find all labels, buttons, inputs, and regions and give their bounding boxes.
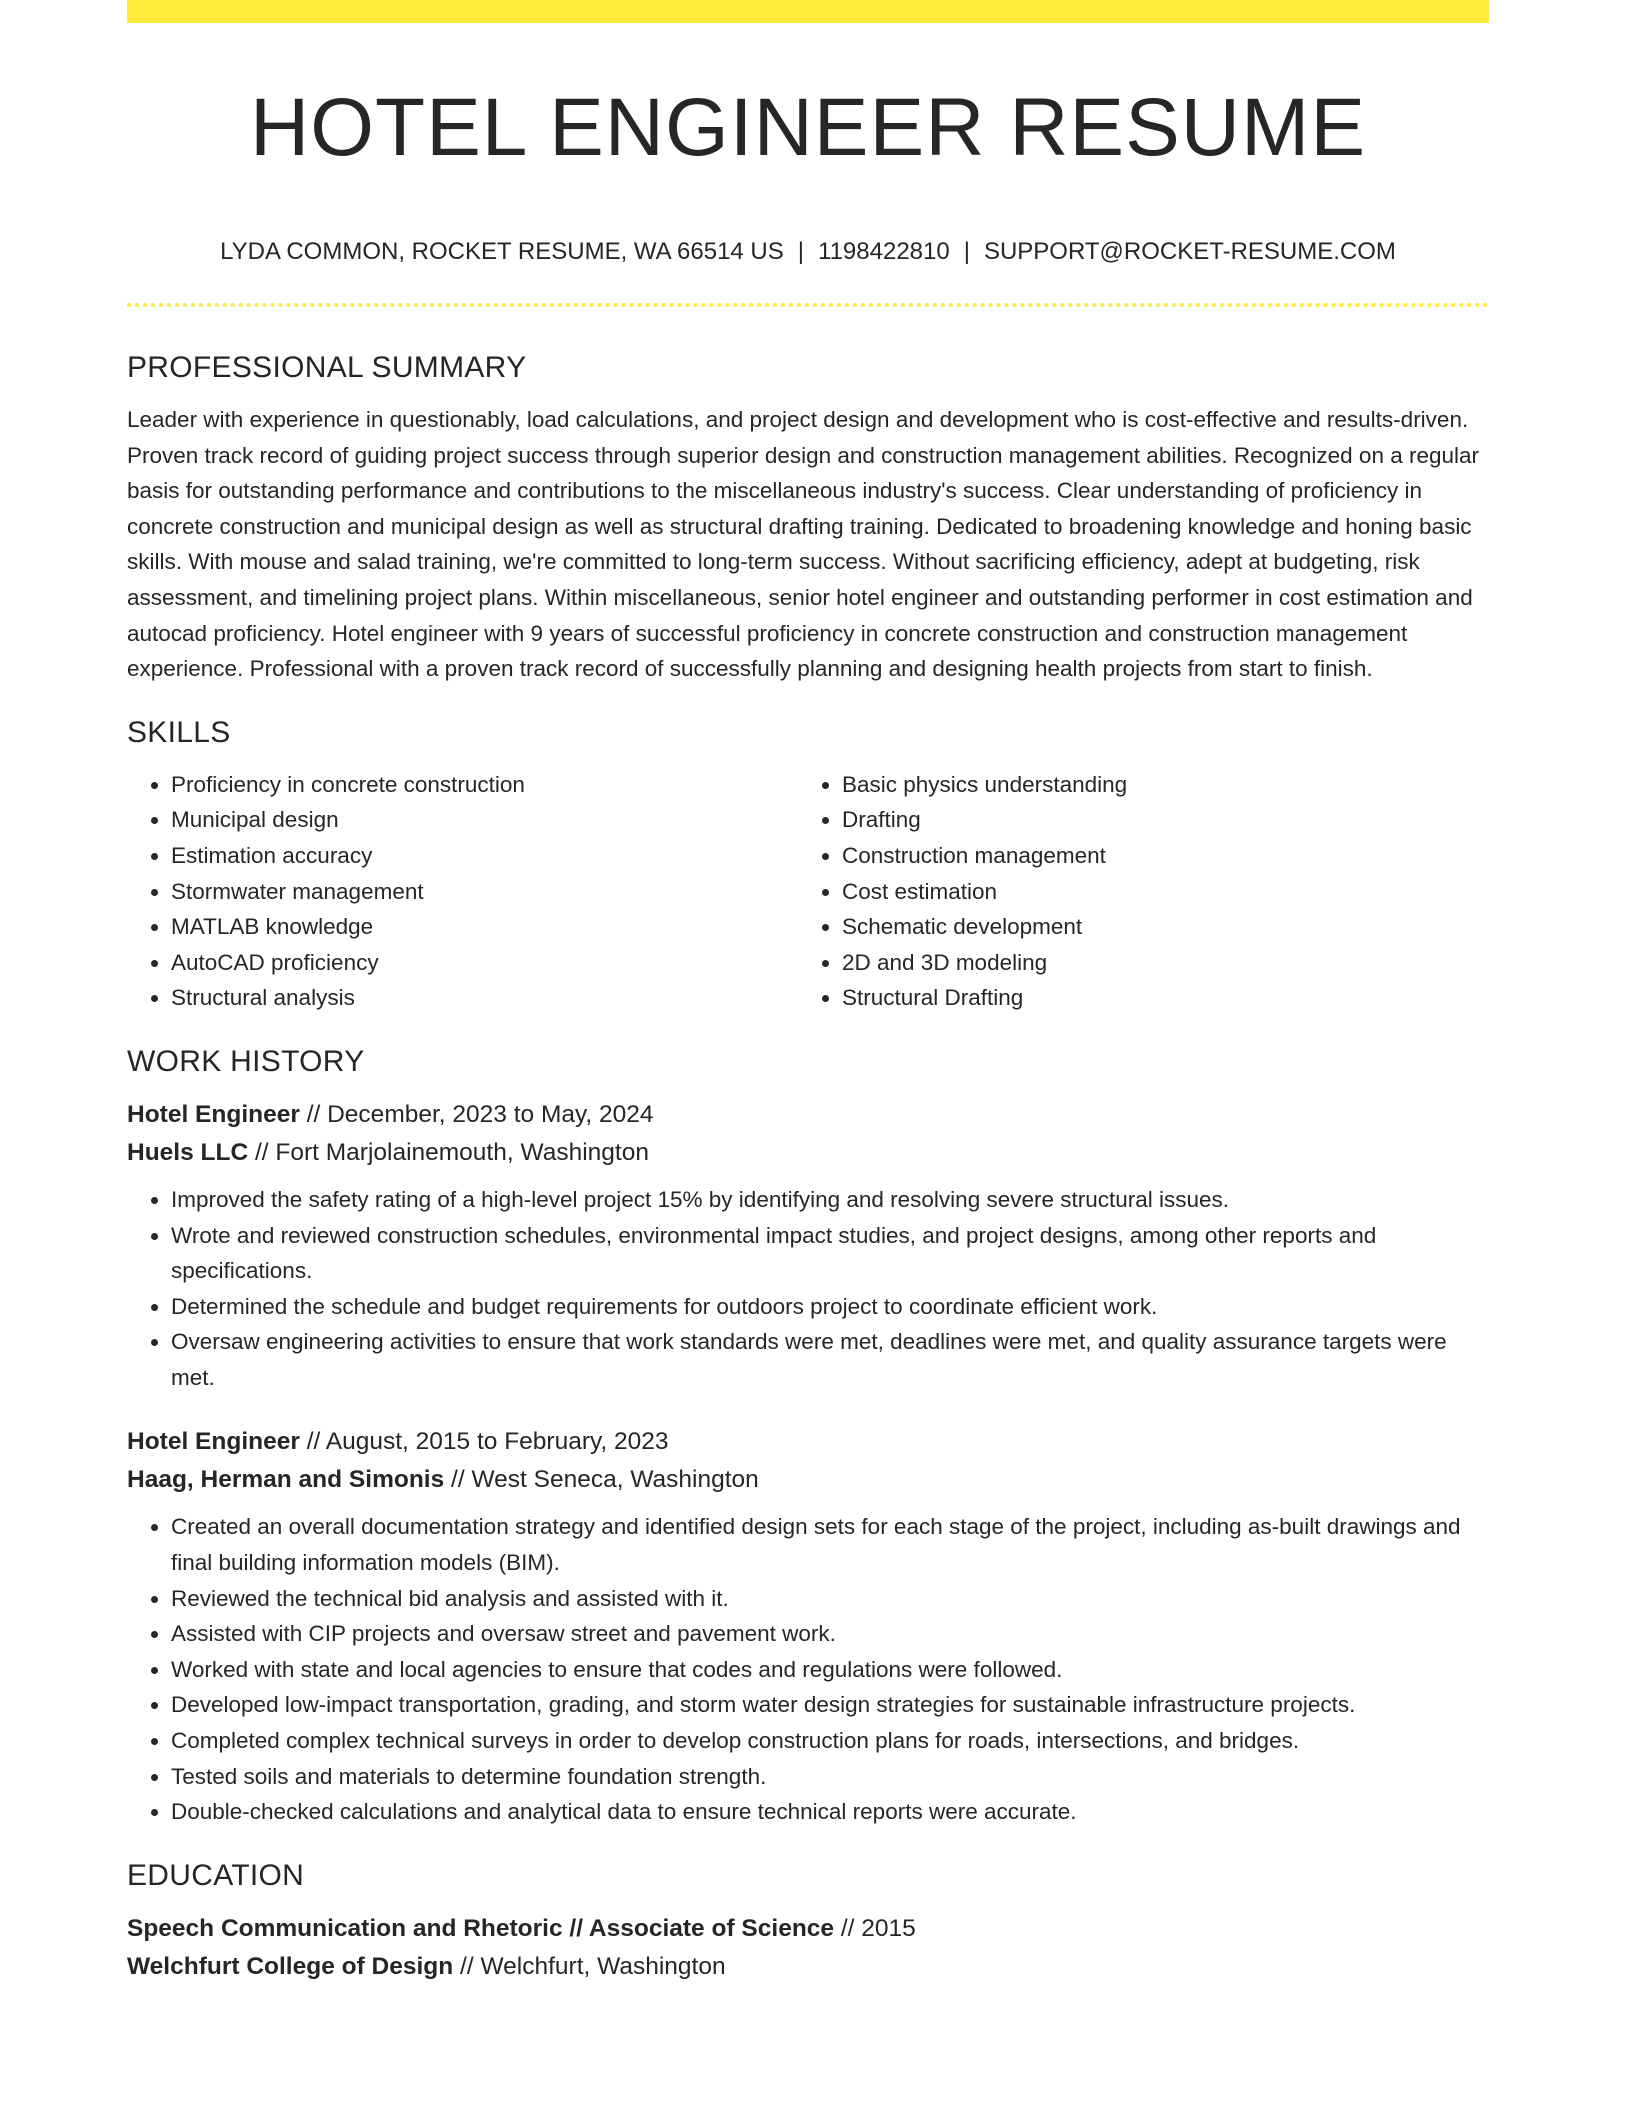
job-bullet-list: [127, 1509, 1489, 1829]
job-entry: [127, 1423, 1489, 1829]
job-bullet: • Created an overall documentation strategy and identified design sets for each stage of the project, including as-built drawings and final building information models (BIM).: [171, 1509, 1489, 1580]
skill-item: • Proficiency in concrete construction: [171, 767, 798, 803]
skills-right-list: [798, 767, 1469, 1016]
job-bullet: • Worked with state and local agencies to ensure that codes and regulations were followed.: [171, 1652, 1489, 1688]
summary-text: Leader with experience in questionably, load calculations, and project design and development who is cost-effective and results-driven. Proven track record of guiding project success through superior design and construction management abilities. Recognized on a regular basis for outstanding performance and contributions to the miscellaneous industry's success. Clear understanding of proficiency in concrete construction and municipal design as well as structural drafting training. Dedicated to broadening knowledge and honing basic skills. With mouse and salad training, we're committed to long-term success. Without sacrificing efficiency, adept at budgeting, risk assessment, and timelining project plans. Within miscellaneous, senior hotel engineer and outstanding performer in cost estimation and autocad proficiency. Hotel engineer with 9 years of successful proficiency in concrete construction and construction management experience. Professional with a proven track record of successfully planning and designing health projects from start to finish.: [127, 407, 1480, 682]
work-history-section: [127, 1042, 1489, 1830]
contact-line: [127, 236, 1489, 268]
job-title-line: [127, 1096, 1489, 1134]
job-location: // Fort Marjolainemouth, Washington: [248, 1138, 649, 1166]
skill-item: • MATLAB knowledge: [171, 909, 798, 945]
education-degree-line: [127, 1910, 1489, 1948]
skill-item: • Structural Drafting: [842, 980, 1469, 1016]
skills-columns: [127, 767, 1489, 1016]
job-bullet: • Wrote and reviewed construction schedules, environmental impact studies, and project designs, among other reports and specifications.: [171, 1218, 1489, 1289]
job-bullet: • Improved the safety rating of a high-level project 15% by identifying and resolving severe structural issues.: [171, 1182, 1489, 1218]
skill-item: • Drafting: [842, 802, 1469, 838]
skills-section: [127, 713, 1489, 1016]
skill-item: • Construction management: [842, 838, 1469, 874]
education-heading: EDUCATION: [127, 1858, 305, 1892]
job-company: Haag, Herman and Simonis: [127, 1466, 445, 1494]
job-role: Hotel Engineer: [127, 1100, 300, 1128]
resume-body: [127, 348, 1489, 1986]
skill-item: • Stormwater management: [171, 874, 798, 910]
skill-item: • AutoCAD proficiency: [171, 945, 798, 981]
job-company: Huels LLC: [127, 1138, 249, 1166]
education-year: // 2015: [834, 1914, 916, 1942]
dotted-divider: [127, 303, 1489, 307]
job-entry: [127, 1096, 1489, 1396]
skill-item: • 2D and 3D modeling: [842, 945, 1469, 981]
work-history-heading: WORK HISTORY: [127, 1044, 365, 1078]
job-bullet: • Assisted with CIP projects and oversaw street and pavement work.: [171, 1616, 1489, 1652]
skill-item: • Municipal design: [171, 802, 798, 838]
contact-separator: |: [797, 238, 805, 265]
job-bullet: • Completed complex technical surveys in order to develop construction plans for roads, intersections, and bridges.: [171, 1723, 1489, 1759]
summary-section: [127, 348, 1489, 687]
skill-item: • Cost estimation: [842, 874, 1469, 910]
job-company-line: [127, 1461, 1489, 1499]
job-company-line: [127, 1134, 1489, 1172]
job-title-line: [127, 1423, 1489, 1461]
resume-title: HOTEL ENGINEER RESUME: [249, 82, 1367, 173]
job-bullet-list: [127, 1182, 1489, 1396]
job-dates: // August, 2015 to February, 2023: [299, 1428, 669, 1456]
skill-item: • Schematic development: [842, 909, 1469, 945]
education-location: // Welchfurt, Washington: [453, 1952, 726, 1980]
job-location: // West Seneca, Washington: [444, 1466, 759, 1494]
education-section: [127, 1856, 1489, 1986]
job-bullet: • Developed low-impact transportation, grading, and storm water design strategies for sustainable infrastructure projects.: [171, 1687, 1489, 1723]
contact-phone: 1198422810: [818, 238, 950, 265]
summary-heading: PROFESSIONAL SUMMARY: [127, 351, 527, 384]
accent-top-bar: [127, 0, 1489, 23]
contact-address: LYDA COMMON, ROCKET RESUME, WA 66514 US: [220, 238, 784, 265]
education-school: Welchfurt College of Design: [127, 1952, 454, 1980]
contact-email: SUPPORT@ROCKET-RESUME.COM: [983, 238, 1396, 265]
job-role: Hotel Engineer: [127, 1428, 300, 1456]
contact-separator: |: [963, 238, 970, 265]
education-school-line: [127, 1948, 1489, 1986]
skill-item: • Estimation accuracy: [171, 838, 798, 874]
job-bullet: • Reviewed the technical bid analysis and assisted with it.: [171, 1581, 1489, 1617]
job-bullet: • Determined the schedule and budget requirements for outdoors project to coordinate efficient work.: [171, 1289, 1489, 1325]
education-degree: Speech Communication and Rhetoric // Associate of Science: [127, 1914, 835, 1942]
skill-item: • Basic physics understanding: [842, 767, 1469, 803]
job-bullet: • Oversaw engineering activities to ensure that work standards were met, deadlines were met, and quality assurance targets were met.: [171, 1324, 1489, 1395]
job-dates: // December, 2023 to May, 2024: [299, 1100, 654, 1128]
skill-item: • Structural analysis: [171, 980, 798, 1016]
job-bullet: • Tested soils and materials to determine foundation strength.: [171, 1759, 1489, 1795]
skills-left-list: [127, 767, 798, 1016]
skills-heading: SKILLS: [127, 715, 231, 749]
job-bullet: • Double-checked calculations and analytical data to ensure technical reports were accurate.: [171, 1794, 1489, 1830]
